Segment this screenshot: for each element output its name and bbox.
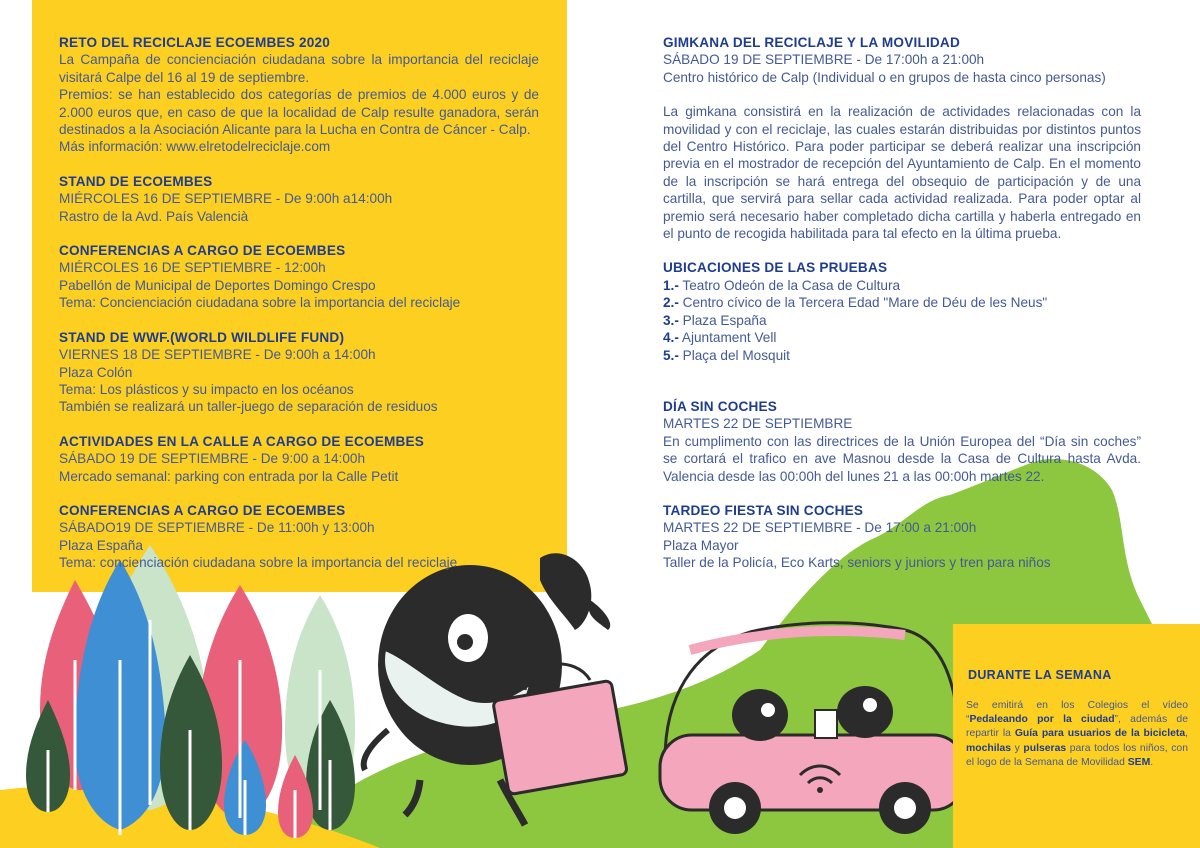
locations-list: [663, 277, 1141, 364]
video-title: Pedaleando por la ciudad: [969, 714, 1115, 726]
paragraph: En cumplimento con las directrices de la Unión Europea del “Día sin coches” se cortará el trafico en ave Masnou desde la Casa de Cultura hasta Avda. Valencia desde las 00:00h del lunes 21 a las 00:00h martes 22.: [663, 433, 1141, 484]
paragraph: Premios: se han establecido dos categorías de premios de 4.000 euros y de 2.000 euros que, en caso de que la localidad de Calp resulte ganadora, serán destinados a la Asociación Alicante para la Lucha en Contra de Cáncer - Calp.: [59, 87, 539, 138]
event-date: MIÉRCOLES 16 DE SEPTIEMBRE - 12:00h: [59, 260, 326, 276]
event-topic: Tema: concienciación ciudadana sobre la importancia del reciclaje: [59, 555, 458, 571]
event-place: Plaza Mayor: [663, 537, 739, 553]
section-title: GIMKANA DEL RECICLAJE Y LA MOVILIDAD: [663, 35, 960, 50]
list-number: 3.-: [663, 312, 679, 328]
list-number: 4.-: [663, 330, 679, 346]
event-date: MARTES 22 DE SEPTIEMBRE: [663, 416, 853, 432]
week-text: [966, 699, 1188, 770]
event-place: Mercado semanal: parking con entrada por la Calle Petit: [59, 468, 399, 484]
event-date: SÁBADO 19 DE SEPTIEMBRE - De 9:00 a 14:00h: [59, 451, 365, 467]
week-box: [953, 624, 1200, 848]
event-date: MARTES 22 DE SEPTIEMBRE - De 17:00 a 21:00h: [663, 520, 977, 536]
list-text: Ajuntament Vell: [681, 330, 777, 346]
event-place: Plaza Colón: [59, 364, 133, 380]
section-reto: [59, 34, 539, 156]
paragraph: La Campaña de concienciación ciudadana sobre la importancia del reciclaje visitará Calpe del 16 al 19 de septiembre.: [59, 52, 539, 85]
section-conferencias-2: [59, 502, 539, 572]
section-title: STAND DE WWF.(WORLD WILDLIFE FUND): [59, 329, 345, 345]
event-activities: Taller de la Policía, Eco Karts, seniors y juniors y tren para niños: [663, 555, 1051, 571]
text-run: .: [1150, 756, 1154, 768]
list-text: Centro cívico de la Tercera Edad "Mare de Déu de les Neus": [682, 295, 1048, 311]
text-run: Se emitirá en los Colegios el vídeo “: [966, 700, 1188, 726]
event-place: Centro histórico de Calp (Individual o en grupos de hasta cinco personas): [663, 69, 1106, 85]
section-title: TARDEO FIESTA SIN COCHES: [663, 502, 864, 518]
section-title: DÍA SIN COCHES: [663, 398, 778, 414]
sem-abbrev: SEM: [1127, 756, 1151, 768]
text-run: ,: [1185, 728, 1188, 740]
paragraph: La gimkana consistirá en la realización de actividades relacionadas con la movilidad y con el reciclaje, las cuales estarán distribuidas por distintos puntos del Centro Histórico. Para poder participar se deberá realizar una inscripción previa en el mostrador de recepción del Ayuntamiento de Calp. En el momento de la inscripción se hará entrega del obsequio de participación y de una cartilla, que servirá para sellar cada actividad realizada. Para poder optar al premio será necesario haber completado dicha cartilla y haberla entregado en el punto de recogida habilitada para tal efecto en la última prueba.: [663, 104, 1141, 242]
list-number: 5.-: [663, 347, 679, 363]
text-run: y: [1011, 742, 1024, 754]
section-title: CONFERENCIAS A CARGO DE ECOEMBES: [59, 502, 346, 518]
event-topic: Tema: Los plásticos y su impacto en los océanos: [59, 381, 354, 397]
section-stand-ecoembes: [59, 173, 539, 225]
text-run: ”, además de repartir la: [966, 714, 1188, 740]
guide-title: Guía para usuarios de la bicicleta: [1014, 728, 1186, 740]
section-title: UBICACIONES DE LAS PRUEBAS: [663, 260, 888, 276]
section-title: STAND DE ECOEMBES: [59, 173, 213, 189]
list-text: Plaza España: [682, 312, 767, 328]
section-conferencias-1: [59, 242, 539, 312]
event-place: Plaza España: [59, 537, 143, 553]
list-item: [663, 329, 1141, 346]
section-title: ACTIVIDADES EN LA CALLE A CARGO DE ECOEMBES: [59, 433, 425, 449]
list-item: [663, 312, 1141, 329]
section-tardeo: [663, 502, 1141, 572]
list-item: [663, 277, 1141, 294]
event-date: SÁBADO 19 DE SEPTIEMBRE - De 17:00h a 21:00h: [663, 52, 985, 68]
left-column: [59, 34, 539, 589]
section-title: CONFERENCIAS A CARGO DE ECOEMBES: [59, 243, 346, 259]
section-gimkana: [663, 34, 1141, 86]
list-text: Plaça del Mosquit: [682, 347, 790, 363]
section-stand-wwf: [59, 329, 539, 416]
section-dia-sin-coches: [663, 398, 1141, 485]
section-title: RETO DEL RECICLAJE ECOEMBES 2020: [59, 35, 331, 50]
event-place: Pabellón de Municipal de Deportes Domingo Crespo: [59, 277, 376, 293]
more-info-text: Más información: www.elretodelreciclaje.com: [59, 139, 331, 155]
bold-item: mochilas: [966, 742, 1012, 754]
event-date: SÁBADO19 DE SEPTIEMBRE - De 11:00h y 13:00h: [59, 520, 375, 536]
event-date: MIÉRCOLES 16 DE SEPTIEMBRE - De 9:00h a14:00h: [59, 191, 393, 207]
section-actividades: [59, 433, 539, 485]
list-text: Teatro Odeón de la Casa de Cultura: [682, 277, 901, 293]
text-run: para todos los niños, con el logo de la Semana de Movilidad: [966, 742, 1188, 768]
event-extra: También se realizará un taller-juego de separación de residuos: [59, 399, 438, 415]
event-date: VIERNES 18 DE SEPTIEMBRE - De 9:00h a 14:00h: [59, 347, 376, 363]
right-column: [663, 34, 1141, 589]
list-item: [663, 294, 1141, 311]
list-number: 1.-: [663, 277, 679, 293]
event-topic: Tema: Concienciación ciudadana sobre la importancia del reciclaje: [59, 295, 461, 311]
list-item: [663, 347, 1141, 364]
section-ubicaciones: [663, 259, 1141, 363]
section-gimkana-description: [663, 103, 1141, 242]
bold-item: pulseras: [1023, 742, 1067, 754]
event-place: Rastro de la Avd. País Valencià: [59, 208, 249, 224]
list-number: 2.-: [663, 295, 679, 311]
week-title: DURANTE LA SEMANA: [968, 668, 1112, 682]
